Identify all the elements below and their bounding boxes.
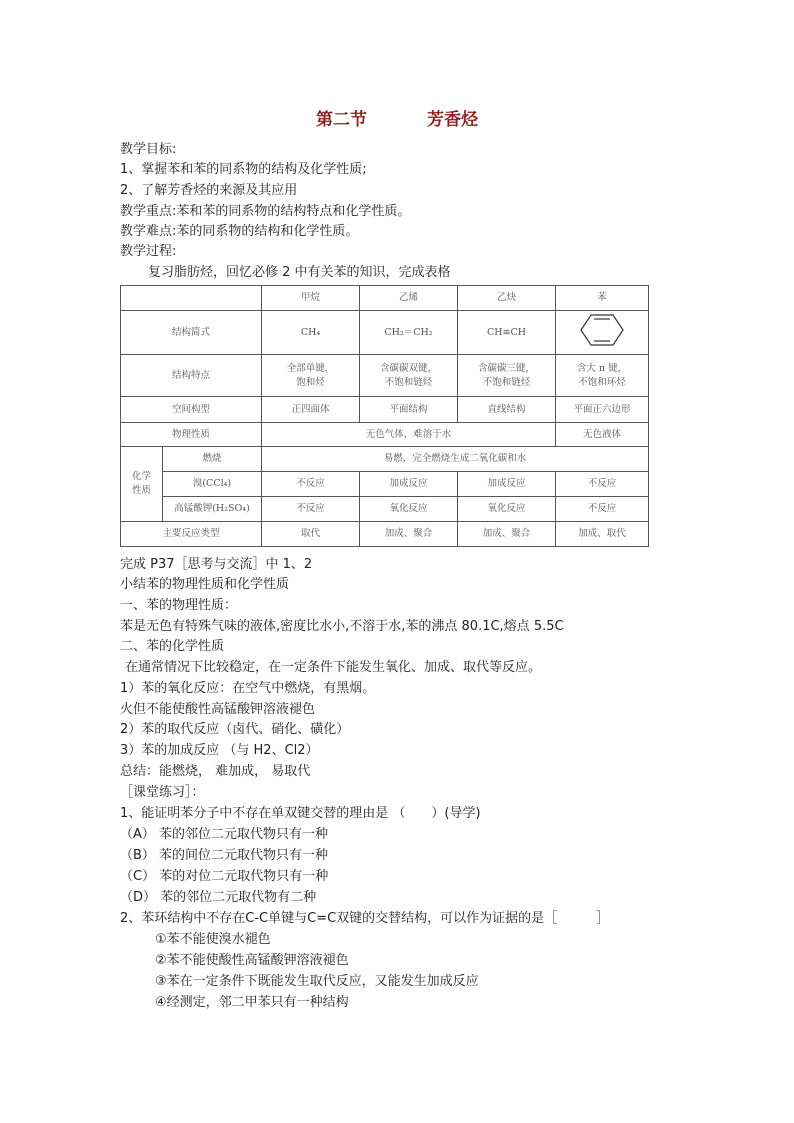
benzene-structure-cell xyxy=(556,311,649,355)
table-row xyxy=(121,447,649,472)
section-title: 芳香烃 xyxy=(427,110,478,130)
cell: 取代 xyxy=(262,522,360,547)
cell: 加成反应 xyxy=(360,472,458,497)
row-label: 高锰酸钾(H₂SO₄) xyxy=(163,497,262,522)
table-row xyxy=(121,311,649,355)
cell: 含碳碳三键， 不饱和链烃 xyxy=(458,355,556,397)
option-b: （B） 苯的间位二元取代物只有一种 xyxy=(120,848,329,863)
cell: 平面结构 xyxy=(360,397,458,423)
section-heading: 一、苯的物理性质： xyxy=(120,598,238,613)
cell: 平面正六边形 xyxy=(556,397,649,423)
cell: 含大 π 键， 不饱和环烃 xyxy=(556,355,649,397)
review-text: 复习脂肪烃，回忆必修 2 中有关苯的知识，完成表格 xyxy=(148,265,451,280)
row-label: 燃烧 xyxy=(163,447,262,472)
cell: 直线结构 xyxy=(458,397,556,423)
cell: 无色液体 xyxy=(556,423,649,447)
chem-group-label: 化学 性质 xyxy=(121,447,163,522)
row-label: 溴(CCl₄) xyxy=(163,472,262,497)
objective-2: 2、了解芳香烃的来源及其应用 xyxy=(120,183,298,198)
cell: 无色气体，难溶于水 xyxy=(262,423,556,447)
statement-3: ③苯在一定条件下既能发生取代反应，又能发生加成反应 xyxy=(155,974,479,989)
paragraph: 3）苯的加成反应 （与 H2、Cl2） xyxy=(120,743,319,758)
paragraph: 总结：能燃烧， 难加成， 易取代 xyxy=(120,764,311,779)
cell: 氧化反应 xyxy=(360,497,458,522)
row-label: 主要反应类型 xyxy=(121,522,262,547)
cell: 不反应 xyxy=(556,472,649,497)
exercise-heading: ［课堂练习］： xyxy=(120,785,205,800)
statement-2: ②苯不能使酸性高锰酸钾溶液褪色 xyxy=(155,953,349,968)
option-d: （D） 苯的邻位二元取代物有二种 xyxy=(120,890,317,905)
cell: 正四面体 xyxy=(262,397,360,423)
cell: 加成、聚合 xyxy=(360,522,458,547)
difficulty: 教学难点:苯的同系物的结构和化学性质。 xyxy=(120,224,359,239)
comparison-table xyxy=(120,285,649,547)
objective-1: 1、掌握苯和苯的同系物的结构及化学性质; xyxy=(120,162,367,177)
table-row xyxy=(121,522,649,547)
paragraph: 1）苯的氧化反应：在空气中燃烧，有黑烟。 xyxy=(120,681,376,696)
row-label: 空间构型 xyxy=(121,397,262,423)
option-c: （C） 苯的对位二元取代物只有一种 xyxy=(120,869,329,884)
cell: 加成、聚合 xyxy=(458,522,556,547)
page-title xyxy=(0,105,794,130)
question-2: 2、苯环结构中不存在C-C单键与C=C双键的交替结构，可以作为证据的是［ ］ xyxy=(120,911,610,926)
cell: 加成反应 xyxy=(458,472,556,497)
cell: 含碳碳双键， 不饱和链烃 xyxy=(360,355,458,397)
cell: 氧化反应 xyxy=(458,497,556,522)
question-1: 1、能证明苯分子中不存在单双键交替的理由是 （ ）(导学) xyxy=(120,806,481,821)
paragraph: 完成 P37［思考与交流］中 1、2 xyxy=(120,557,313,572)
cell: CH≡CH xyxy=(458,311,556,355)
table-row xyxy=(121,355,649,397)
option-a: （A） 苯的邻位二元取代物只有一种 xyxy=(120,827,329,842)
process-heading: 教学过程: xyxy=(120,244,177,259)
cell: 不反应 xyxy=(262,472,360,497)
cell: 加成、取代 xyxy=(556,522,649,547)
cell: 全部单键， 饱和烃 xyxy=(262,355,360,397)
cell: CH₄ xyxy=(262,311,360,355)
header-ethyne: 乙炔 xyxy=(458,286,556,311)
cell: 不反应 xyxy=(262,497,360,522)
header-methane: 甲烷 xyxy=(262,286,360,311)
objectives-heading: 教学目标: xyxy=(120,142,177,157)
row-label: 物理性质 xyxy=(121,423,262,447)
header-ethene: 乙烯 xyxy=(360,286,458,311)
paragraph: 2）苯的取代反应（卤代、硝化、磺化） xyxy=(120,722,350,737)
header-benzene: 苯 xyxy=(556,286,649,311)
key-point: 教学重点:苯和苯的同系物的结构特点和化学性质。 xyxy=(120,204,411,219)
statement-1: ①苯不能使溴水褪色 xyxy=(155,932,271,947)
table-row xyxy=(121,497,649,522)
paragraph: 小结苯的物理性质和化学性质 xyxy=(120,577,290,592)
table-row xyxy=(121,423,649,447)
paragraph: 在通常情况下比较稳定，在一定条件下能发生氧化、加成、取代等反应。 xyxy=(125,660,542,675)
section-number: 第二节 xyxy=(316,110,367,130)
paragraph: 苯是无色有特殊气味的液体,密度比水小,不溶于水,苯的沸点 80.1C,熔点 5.5C xyxy=(120,619,564,634)
paragraph: 火但不能使酸性高锰酸钾溶液褪色 xyxy=(120,702,316,717)
row-label: 结构简式 xyxy=(121,311,262,355)
table-row xyxy=(121,472,649,497)
table-row xyxy=(121,397,649,423)
statement-4: ④经测定，邻二甲苯只有一种结构 xyxy=(155,995,349,1010)
cell: 易燃，完全燃烧生成二氧化碳和水 xyxy=(262,447,649,472)
row-label: 结构特点 xyxy=(121,355,262,397)
cell: 不反应 xyxy=(556,497,649,522)
table-header-row xyxy=(121,286,649,311)
benzene-ring-icon xyxy=(580,313,624,347)
section-heading: 二、苯的化学性质 xyxy=(120,639,225,654)
cell: CH₂＝CH₂ xyxy=(360,311,458,355)
